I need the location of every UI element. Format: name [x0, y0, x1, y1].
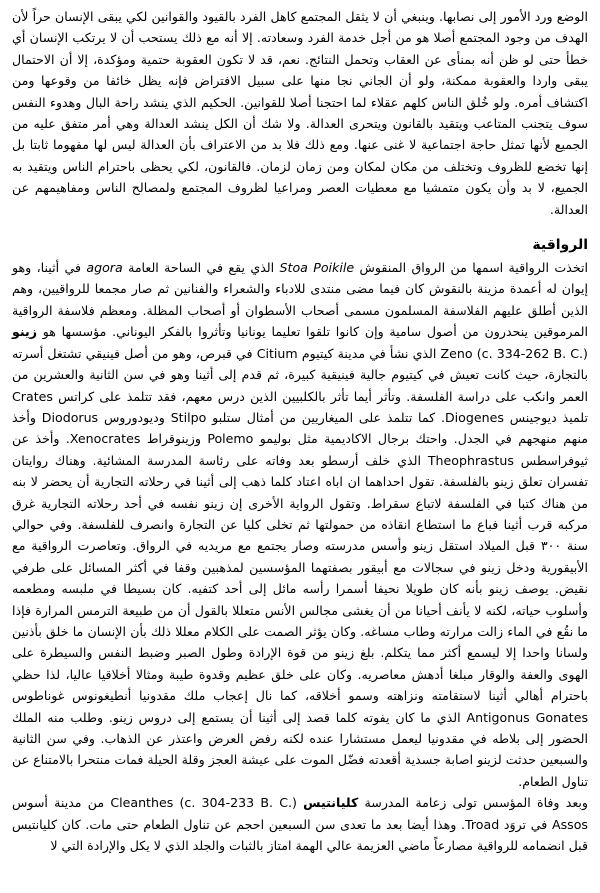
text-run: الذي ما كان يفوته كلما قصد إلى أثينا أن يستمع إلى دروس زينو. وطلب منه الملك الحضور إلى بلاطه في مقدونيا ليعمل مستشارا عنده لكنه رفض العرض واعتذر عن الذهاب. وفي سن الثانية والسبعين حدثت لزينو اصابة جسدية أقعدته فضّل الموت على عيشة العجز وقلة الحيلة فمات منتحرا بالامتناع عن تناول الطعام. — [12, 709, 588, 789]
name-diodorus: Diodorus — [41, 409, 99, 425]
text-run: الذي يقع في الساحة العامة — [128, 260, 275, 276]
text-run: . كما تتلمذ على الميغاريين من أمثال ستلبو — [212, 409, 445, 425]
text-run: وزينوقراط — [146, 431, 201, 447]
section-heading — [12, 234, 588, 256]
term-stoa-poikile: Stoa Poikile — [279, 260, 355, 276]
text-run: الذي خلف أرسطو بعد وفاته على رئاسة المدرسة المشائية. وهناك روايتان تفسران تعلق زينو بالفلسفة. تقول احداهما ان اباه اعتاد كلما ذهب إلى أثينا في رحلاته التجارية أن يحضر لا بنه من هناك كتبا في الفلسفة لاتباع سقراط. وتقول الرواية الأخرى إن زينو نفسه في أحد رحلاته التجارية غرق مركبه قرب أثينا فباع ما استطاع انقاذه من حمولتها ثم تخلى كليا عن التجارة وانصرف للفلسفة. وفي حوالي سنة ٣٠٠ قبل الميلاد استقل زينو وأسس مدرسته وصار يجتمع مع مريديه في الرواق. وتعاصرت الرواقية مع الأبيقورية ودخل زينو في سجالات مع أبيقور بصفتهما المؤسسين لمذهبين وقفا في أكثر المسائل على طرفي نقيض. يوصف زينو بأنه كان طويلا نحيفا أسمرا رأسه مائل إلى أحد كتفيه. كان بسيطا في ملبسه ومطعمه وأسلوب حياته، لكنه لا يأنف أحيانا من أن يغشى مجالس الأنس متعللا بالقول أن من طبيعة الترمس المرارة فإذا ما نقُع في الماء زالت مرارته وطاب مساغه. وكان يؤثر الصمت على الكلام معللا ذلك بأن الإنسان ما خلق بأذنين ولسانا واحدا إلا ليسمع أكثر مما يتكلم. بلغ زينو من قوة الإرادة وطول الصبر وضبط النفس والسيطرة على الهوى والعفة والوقار مبلغا أدهش معاصريه. وكان على خلق عظيم وقدوة طيبة ومثالا أخلاقيا عاليا، لذا حظي باحترام أهالي أثينا لاستقامته ونزاهته وسمو أخلاقه، كما نال إعجاب ملك مقدونيا أنطيغونوس غوناطوس — [12, 452, 589, 704]
name-cleanthes-latin: Cleanthes (c. 304-233 B. C.) — [110, 795, 297, 811]
text-run: وبعد وفاة المؤسس تولى زعامة المدرسة — [364, 795, 588, 811]
text-run: . وهذا أيضا بعد ما تعدى سن السبعين احجم عن تناول الطعام حتى مات. كان كليانتيس قبل انضمامه للرواقية مصارعاً ماضي العزيمة عالي الهمة امتاز بالثبات والجلد الذي لا يكل والإرادة التي لا — [12, 816, 588, 854]
name-stilpo: Stilpo — [170, 409, 207, 425]
term-troad: Troad — [465, 816, 500, 832]
name-antigonus-gonates: Antigonus Gonates — [466, 709, 589, 725]
name-theophrastus: Theophrastus — [427, 452, 514, 468]
text-run: اتخذت الرواقية اسمها من الرواق المنقوش — [359, 260, 588, 276]
name-diogenes: Diogenes — [444, 409, 504, 425]
name-cleanthes-arabic: كليانتيس — [303, 795, 359, 811]
name-xenocrates: Xenocrates — [69, 431, 141, 447]
text-run: في تروَد — [503, 816, 548, 832]
name-zeno-latin: Zeno (c. 334-262 B. C.) — [440, 345, 588, 361]
text-run: من مدينة أسوس — [12, 795, 105, 811]
term-assos: Assos — [551, 816, 588, 832]
name-crates: Crates — [12, 388, 53, 404]
cleanthes-paragraph — [12, 792, 588, 856]
term-agora: agora — [86, 260, 123, 276]
text-run: في قبرص، وهو من أصل فينيقي تشتغل أسرته بالتجارة، حيث كانت تعيش في كيتيوم جالية فينيقية كبيرة، ثم قدم إلى أثينا وهو في سن الثانية والعشرين من العمر وانكب على دراسة الفلسفة. وتأثر أيما تأثر بالكلبيين الذين درس معهم، فقد تتلمذ على كراتس — [12, 345, 588, 404]
stoic-paragraph — [12, 257, 588, 792]
section-heading-text: الرواقية — [532, 237, 588, 254]
name-polemo: Polemo — [207, 431, 254, 447]
text-run: وديودوروس — [103, 409, 165, 425]
text-run: . وأخذ عن ثيوفراسطس — [12, 431, 588, 468]
intro-paragraph-block — [12, 6, 588, 220]
text-run: في أثينا، وهو إيوان له أعمدة مزينة بالنقوش كان فيما مضى منتدى للادباء والشعراء والفنانين ثم صار مجمعا للرواقيين، وهم الذين أطلق عليهم الفلاسفة المسلمون مسمى أصحاب الأسطوان أو أصحاب المظلة. ومعظم فلاسفة الرواقية المرموقين ينحدرون من أصول سامية وإن كانوا تلقوا تعليما يونانيا وتأثروا بالفكر اليوناني. مؤسسها هو — [12, 260, 588, 340]
name-zeno-arabic: زينو — [12, 324, 38, 340]
term-citium: Citium — [256, 345, 298, 361]
intro-paragraph: الوضع ورد الأمور إلى نصابها. وينبغي أن لا يثقل المجتمع كاهل الفرد بالقيود والقوانين لكي يبقى الإنسان حراً لأن الهدف من وجود المجتمع أصلا هو من أجل خدمة الفرد وسعادته. إلا أنه مع ذلك يستحب أن لا يرتكب الإنسان أي خطأ حتى لو ظن أنه بمنأى عن العقاب وتحمل النتائج. نعم، قد لا تكون العقوبة حتمية ومؤكدة، إلا أن الاحتمال يبقى واردا والعقوبة ممكنة، ولو أن الجاني نجا منها على سبيل الافتراض فإنه يظل خائفا من وقوعها ومن اكتشاف أمره. ولو خُلق الناس كلهم عقلاء لما احتجنا أصلا للقوانين. الحكيم الذي ينشد راحة البال وهدوء النفس سوف يتجنب المتاعب ويتقيد بالقانون ويتحرى العدالة. ولا شك أن الكل ينشد العدالة وهي أمر متفق عليه من الجميع لأنها تمثل حاجة اجتماعية لا غنى عنها. ومع ذلك فلا بد من الاعتراف بأن العدالة ليس لها مفهوما ثابتا بل إنها تخضع للظروف وتختلف من مكان لمكان ومن زمان لزمان. فالقانون، لكي يحظى باحترام الناس ويتقيد به الجميع، لا بد وأن يكون متمشيا مع معطيات العصر ومراعيا لظروف المجتمع ولمصالح الناس ومفاهيمهم عن العدالة. — [12, 9, 588, 217]
stoic-paragraph-block — [12, 257, 588, 856]
text-run: وأخذ منهم منهجهم في الجدل. واحتك برجال الاكاديمية مثل بوليمو — [12, 409, 588, 447]
text-run: الذي نشأ في مدينة كيتيوم — [301, 345, 437, 361]
text-run: تلميذ ديوجينس — [509, 409, 588, 425]
